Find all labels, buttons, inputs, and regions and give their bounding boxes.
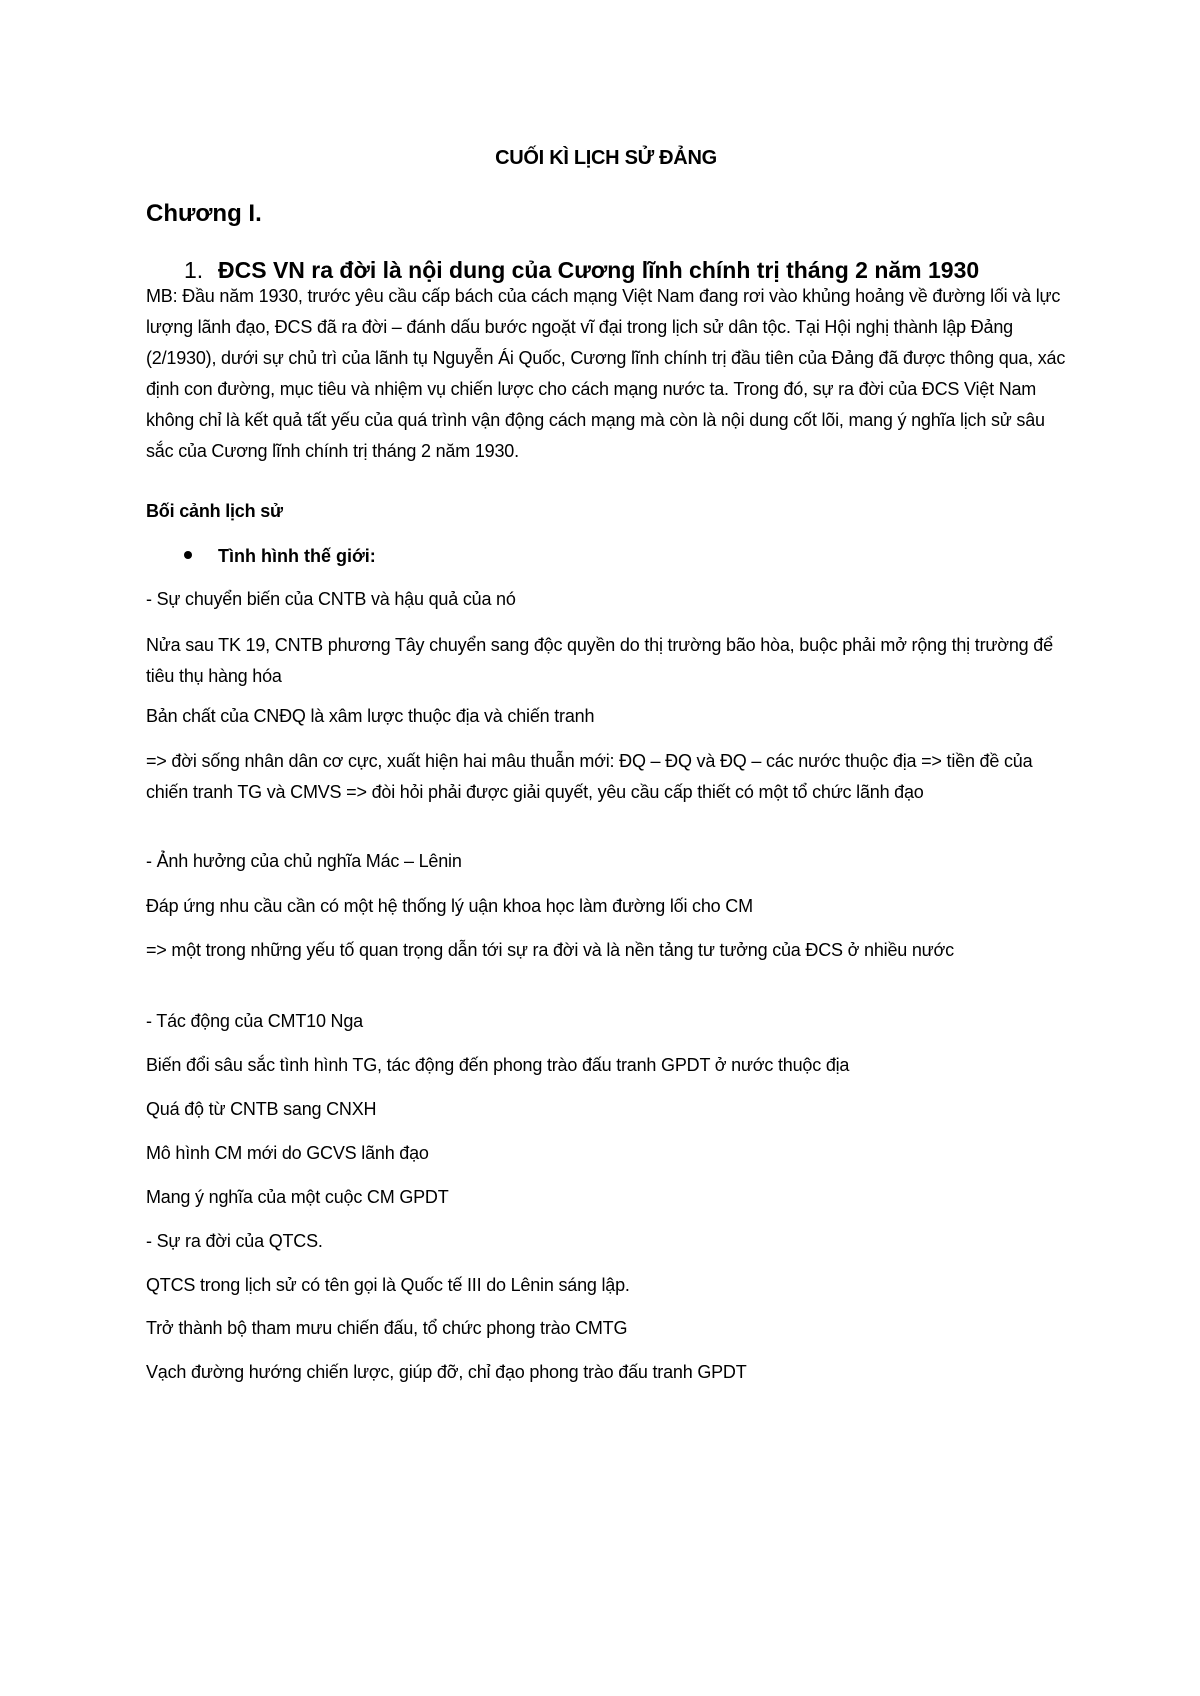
body-line: Mô hình CM mới do GCVS lãnh đạo bbox=[146, 1143, 429, 1163]
body-line: Biến đổi sâu sắc tình hình TG, tác động đến phong trào đấu tranh GPDT ở nước thuộc địa bbox=[146, 1055, 850, 1075]
body-line: Trở thành bộ tham mưu chiến đấu, tổ chức phong trào CMTG bbox=[146, 1318, 628, 1338]
document-title: CUỐI KÌ LỊCH SỬ ĐẢNG bbox=[495, 147, 717, 169]
body-line: - Ảnh hưởng của chủ nghĩa Mác – Lênin bbox=[146, 851, 462, 871]
section-heading-text: ĐCS VN ra đời là nội dung của Cương lĩnh chính trị tháng 2 năm 1930 bbox=[218, 257, 980, 283]
body-line: => đời sống nhân dân cơ cực, xuất hiện hai mâu thuẫn mới: ĐQ – ĐQ và ĐQ – các nước thuộc địa => tiền đề của chiến tranh TG và CMVS => đòi hỏi phải được giải quyết, yêu cầu cấp thiết có một tổ chức lãnh đạo bbox=[146, 751, 1033, 802]
chapter-heading: Chương I. bbox=[146, 200, 262, 227]
body-line: Bản chất của CNĐQ là xâm lược thuộc địa và chiến tranh bbox=[146, 706, 595, 726]
body-line: - Sự ra đời của QTCS. bbox=[146, 1231, 323, 1251]
body-line: - Tác động của CMT10 Nga bbox=[146, 1011, 363, 1031]
body-line: Vạch đường hướng chiến lược, giúp đỡ, chỉ đạo phong trào đấu tranh GPDT bbox=[146, 1362, 747, 1382]
body-line: Mang ý nghĩa của một cuộc CM GPDT bbox=[146, 1187, 449, 1207]
body-line: Đáp ứng nhu cầu cần có một hệ thống lý uận khoa học làm đường lối cho CM bbox=[146, 896, 753, 916]
bullet-dot-icon bbox=[184, 551, 192, 559]
body-line: QTCS trong lịch sử có tên gọi là Quốc tế III do Lênin sáng lập. bbox=[146, 1275, 630, 1295]
bullet-text: Tình hình thế giới: bbox=[218, 546, 376, 566]
section-number: 1. bbox=[184, 257, 204, 283]
bullet-item bbox=[184, 546, 376, 567]
body-line: => một trong những yếu tố quan trọng dẫn tới sự ra đời và là nền tảng tư tưởng của ĐCS ở nhiều nước bbox=[146, 940, 954, 960]
body-line: Quá độ từ CNTB sang CNXH bbox=[146, 1099, 377, 1119]
body-line: Nửa sau TK 19, CNTB phương Tây chuyển sang độc quyền do thị trường bão hòa, buộc phải mở rộng thị trường để tiêu thụ hàng hóa bbox=[146, 635, 1053, 686]
intro-paragraph: MB: Đầu năm 1930, trước yêu cầu cấp bách của cách mạng Việt Nam đang rơi vào khủng hoảng về đường lối và lực lượng lãnh đạo, ĐCS đã ra đời – đánh dấu bước ngoặt vĩ đại trong lịch sử dân tộc. Tại Hội nghị thành lập Đảng (2/1930), dưới sự chủ trì của lãnh tụ Nguyễn Ái Quốc, Cương lĩnh chính trị đầu tiên của Đảng đã được thông qua, xác định con đường, mục tiêu và nhiệm vụ chiến lược cho cách mạng nước ta. Trong đó, sự ra đời của ĐCS Việt Nam không chỉ là kết quả tất yếu của quá trình vận động cách mạng mà còn là nội dung cốt lõi, mang ý nghĩa lịch sử sâu sắc của Cương lĩnh chính trị tháng 2 năm 1930. bbox=[146, 286, 1066, 461]
section-heading bbox=[184, 257, 979, 284]
body-line: - Sự chuyển biến của CNTB và hậu quả của nó bbox=[146, 589, 516, 609]
subheading-context: Bối cảnh lịch sử bbox=[146, 501, 283, 521]
